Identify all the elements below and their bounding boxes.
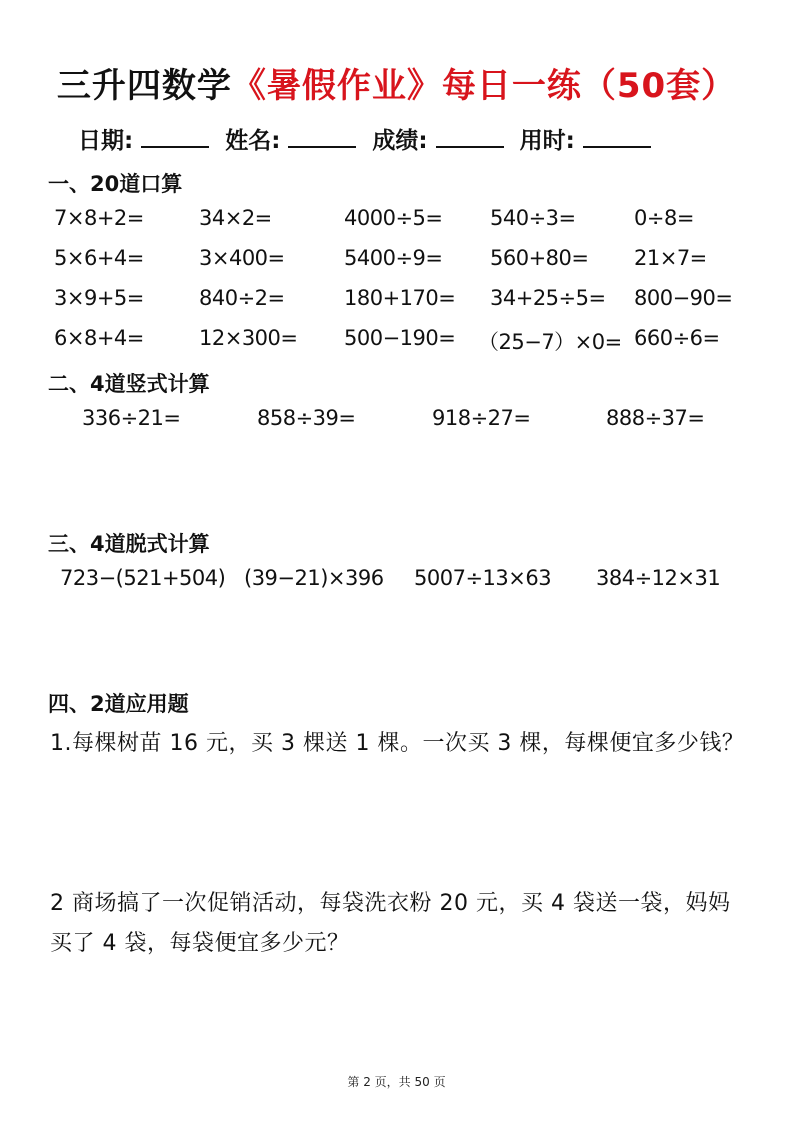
problem: 6×8+4= <box>54 326 144 350</box>
problem: 800−90= <box>634 286 733 310</box>
problem: 34×2= <box>199 206 272 230</box>
problem: 840÷2= <box>199 286 285 310</box>
page-title <box>0 58 793 107</box>
problem: 3×9+5= <box>54 286 144 310</box>
problem: 858÷39= <box>257 406 356 430</box>
problem: 918÷27= <box>432 406 531 430</box>
problem: 500−190= <box>344 326 456 350</box>
title-highlight: 《暑假作业》每日一练（50套） <box>231 66 737 106</box>
problem: 12×300= <box>199 326 298 350</box>
time-label: 用时: <box>519 128 575 154</box>
problem: (39−21)×396 <box>244 566 384 590</box>
problem: 5×6+4= <box>54 246 144 270</box>
word-problem-1: 1.每棵树苗 16 元，买 3 棵送 1 棵。一次买 3 棵，每棵便宜多少钱？ <box>50 731 745 756</box>
problem: 540÷3= <box>490 206 576 230</box>
name-label: 姓名: <box>225 128 281 154</box>
problem: 723−(521+504) <box>60 566 226 590</box>
score-blank <box>436 124 504 148</box>
problem: 5007÷13×63 <box>414 566 552 590</box>
time-field <box>520 122 651 155</box>
section-1-heading: 一、20道口算 <box>48 172 183 196</box>
section-2-heading: 二、4道竖式计算 <box>48 372 210 396</box>
section-4-heading: 四、2道应用题 <box>48 692 189 716</box>
problem: 560+80= <box>490 246 589 270</box>
problem: 34+25÷5= <box>490 286 606 310</box>
problem: 3×400= <box>199 246 285 270</box>
problem: 336÷21= <box>82 406 181 430</box>
date-label: 日期: <box>78 128 134 154</box>
score-field <box>372 122 503 155</box>
problem: 660÷6= <box>634 326 720 350</box>
problem: 21×7= <box>634 246 707 270</box>
problem: 384÷12×31 <box>596 566 721 590</box>
problem: 180+170= <box>344 286 456 310</box>
section-3-heading: 三、4道脱式计算 <box>48 532 210 556</box>
date-field <box>78 122 209 155</box>
problem: 5400÷9= <box>344 246 443 270</box>
student-info-row <box>78 122 667 155</box>
date-blank <box>141 124 209 148</box>
problem: 7×8+2= <box>54 206 144 230</box>
problem: 0÷8= <box>634 206 694 230</box>
time-blank <box>583 124 651 148</box>
problem: 888÷37= <box>606 406 705 430</box>
word-problem-2-line1: 2 商场搞了一次促销活动，每袋洗衣粉 20 元，买 4 袋送一袋，妈妈 <box>50 891 731 916</box>
word-problem-2-line2: 买了 4 袋，每袋便宜多少元？ <box>50 931 350 956</box>
page-number: 第 2 页，共 50 页 <box>347 1075 446 1089</box>
name-blank <box>288 124 356 148</box>
problem: （25−7）×0= <box>478 330 622 354</box>
problem: 4000÷5= <box>344 206 443 230</box>
name-field <box>225 122 356 155</box>
score-label: 成绩: <box>372 128 428 154</box>
title-grade: 三升四数学 <box>56 66 232 106</box>
